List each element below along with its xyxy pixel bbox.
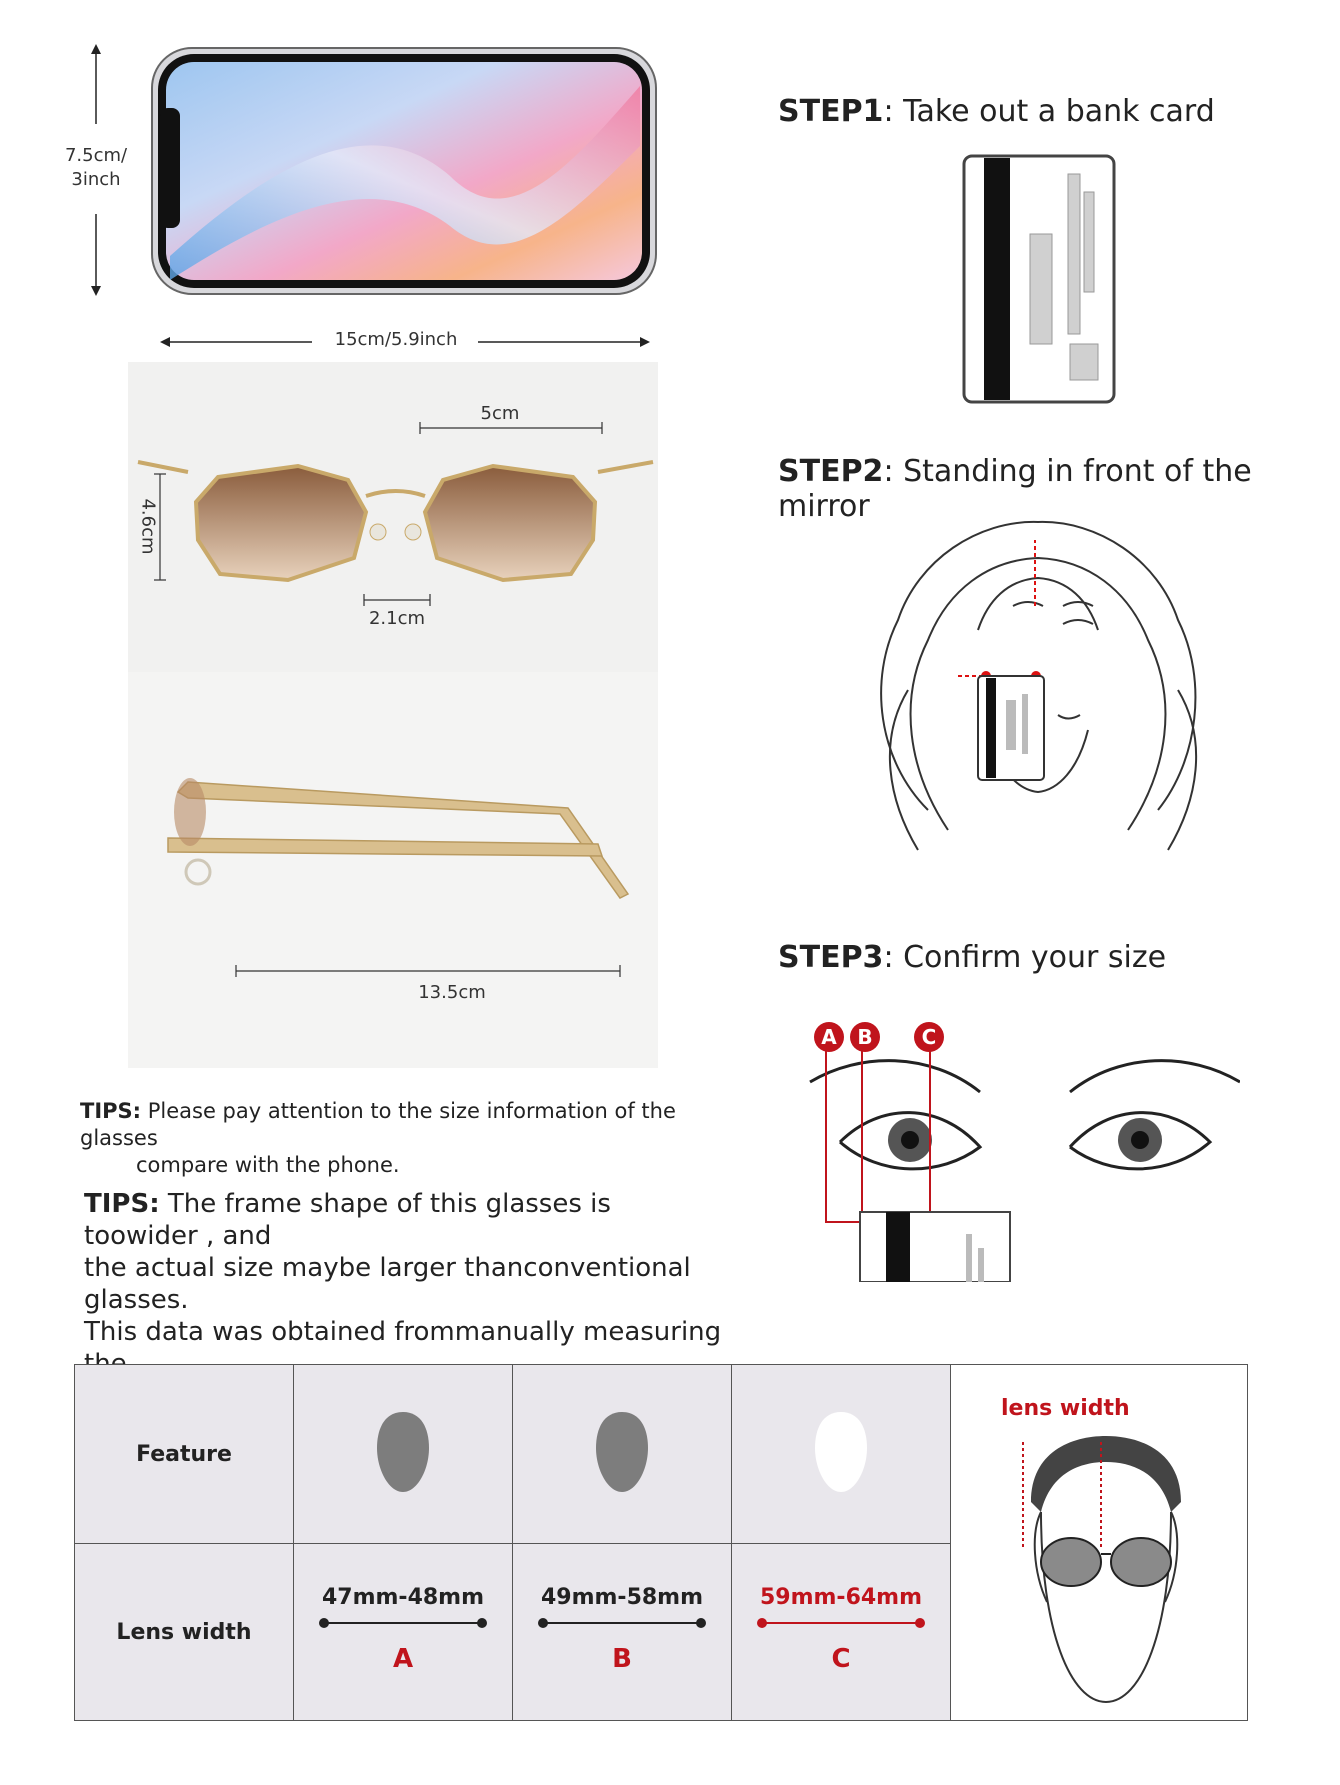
phone-width-label: 15cm/5.9inch: [334, 329, 458, 350]
letter-c: C: [831, 1643, 851, 1674]
lens-width-illustration-label: lens width: [1001, 1395, 1130, 1421]
size-cell-a: [294, 1544, 513, 1721]
lens-width-dim-label: 5cm: [480, 403, 520, 424]
phone-height-line2: 3inch: [71, 169, 121, 190]
step2-number: STEP2: [778, 454, 884, 489]
face-c-shape: [815, 1412, 867, 1492]
face-a-shape: [377, 1412, 429, 1492]
size-cell-c: [732, 1544, 951, 1721]
step2-text: : Standing in front of the mirror: [778, 454, 1252, 524]
tips1-label: TIPS:: [80, 1099, 142, 1123]
tips1-line2: compare with the phone.: [136, 1153, 400, 1177]
face-silhouette-icon: [592, 1410, 652, 1494]
range-c-line: [756, 1616, 926, 1630]
face-cell-b: [513, 1365, 732, 1544]
temple-dim-label: 13.5cm: [418, 982, 486, 1003]
phone-height-label: [56, 144, 136, 192]
phone-height-line1: 7.5cm/: [64, 145, 128, 166]
step3-number: STEP3: [778, 940, 884, 975]
step1-heading: [778, 94, 1215, 129]
letter-b: B: [612, 1643, 632, 1674]
bank-card-back: [962, 154, 1116, 404]
range-b: 49mm-58mm: [540, 1584, 704, 1610]
range-a: 47mm-48mm: [321, 1584, 485, 1610]
eyes-with-card-illustration: [800, 1012, 1240, 1282]
face-cell-a: [294, 1365, 513, 1544]
lens-width-header-cell: [75, 1544, 294, 1721]
step1-number: STEP1: [778, 94, 884, 129]
marker-b: B: [850, 1022, 880, 1052]
feature-header: Feature: [136, 1441, 232, 1467]
range-c: 59mm-64mm: [759, 1584, 923, 1610]
phone-icon: [150, 46, 658, 296]
woman-measuring-illustration: [858, 510, 1218, 860]
range-a-line: [318, 1616, 488, 1630]
bank-card-icon: [962, 154, 1116, 404]
range-b-line: [537, 1616, 707, 1630]
eyes-icon: [800, 1012, 1240, 1282]
tips1-line1: Please pay attention to the size information of the glasses: [80, 1099, 676, 1150]
lens-width-header: Lens width: [116, 1619, 252, 1645]
feature-row: [75, 1365, 1248, 1544]
face-silhouette-icon: [811, 1410, 871, 1494]
marker-c: C: [914, 1022, 944, 1052]
tips2-line3: This data was obtained frommanually measuring: [84, 1317, 722, 1347]
marker-a: A: [814, 1022, 844, 1052]
face-b-shape: [596, 1412, 648, 1492]
tips2-label: TIPS:: [84, 1189, 160, 1219]
lens-width-illustration-cell: [951, 1365, 1248, 1721]
letter-a: A: [392, 1643, 414, 1674]
face-cell-c: [732, 1365, 951, 1544]
face-silhouette-icon: [373, 1410, 433, 1494]
lens-height-dim-label: 4.6cm: [137, 498, 159, 555]
bridge-dim-label: 2.1cm: [368, 608, 426, 629]
glasses-photo-panel: [128, 362, 658, 1068]
step1-text: : Take out a bank card: [883, 94, 1215, 129]
step3-heading: [778, 940, 1166, 975]
step3-text: : Confirm your size: [883, 940, 1167, 975]
tips2-line1: The frame shape of this glasses is toowider , and: [84, 1189, 611, 1251]
size-cell-b: [513, 1544, 732, 1721]
size-table: [74, 1364, 1248, 1721]
phone-illustration: [150, 46, 658, 296]
sunglasses-icon: [128, 362, 658, 1068]
feature-header-cell: [75, 1365, 294, 1544]
tips-phone-compare: [80, 1098, 720, 1179]
face-with-card-icon: [858, 510, 1218, 860]
face-with-glasses-icon: [1011, 1432, 1201, 1712]
tips2-line2: the actual size maybe larger thanconventional glasses.: [84, 1253, 691, 1315]
